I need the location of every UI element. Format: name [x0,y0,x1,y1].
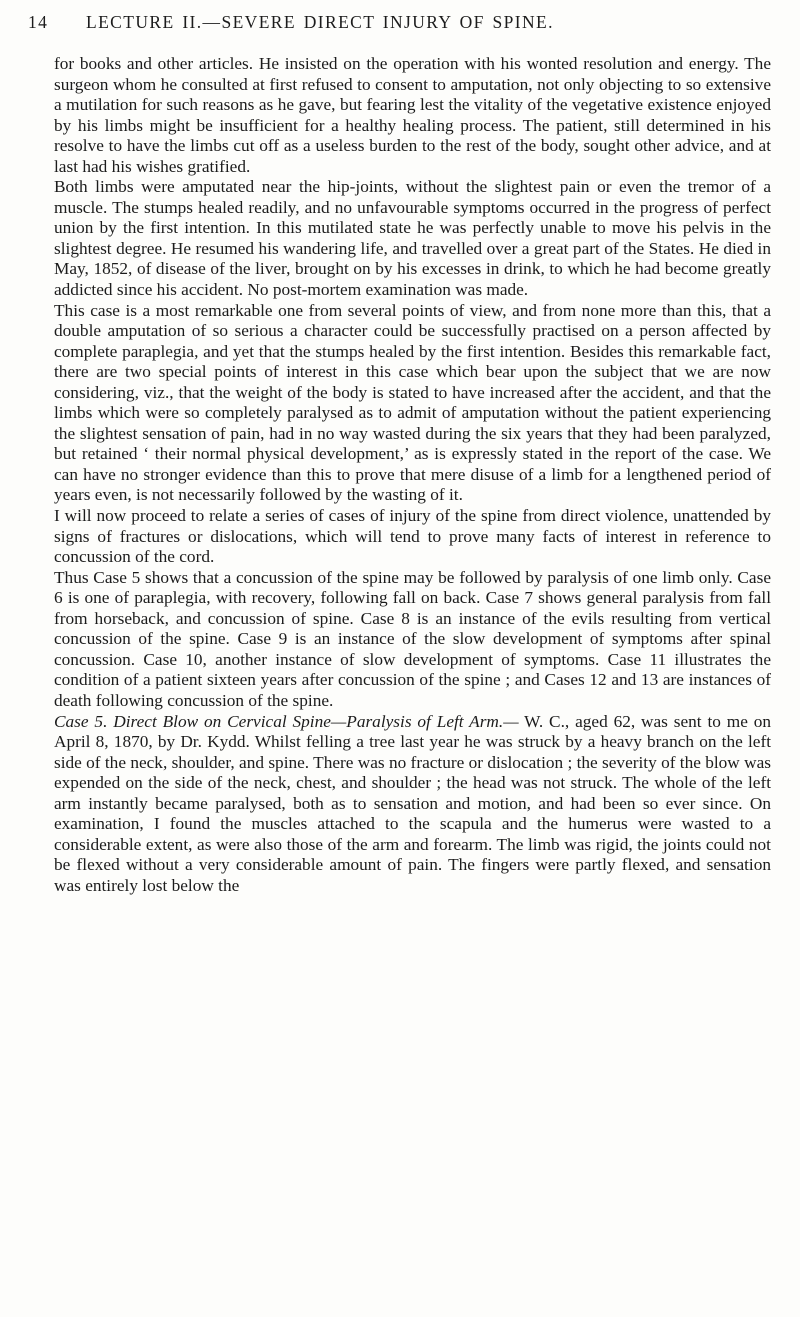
paragraph: I will now proceed to relate a series of cases of injury of the spine from direct violence, unattended by signs of fractures or dislocations, which will tend to prove many facts of interest in reference to concussion of the cord. [54,506,771,567]
paragraph: Both limbs were amputated near the hip-joints, without the slightest pain or even the tremor of a muscle. The stumps healed readily, and no unfavourable symptoms occurred in the progress of perfect union by the first intention. In this mutilated state he was perfectly unable to move his pelvis in the slightest degree. He resumed his wandering life, and travelled over a great part of the States. He died in May, 1852, of disease of the liver, brought on by his excesses in drink, to which he had become greatly addicted since his accident. No post-mortem examination was made. [54,177,771,300]
paragraph: Thus Case 5 shows that a concussion of the spine may be followed by paralysis of one limb only. Case 6 is one of paraplegia, with recovery, following fall on back. Case 7 shows general paralysis from fall from horseback, and concussion of spine. Case 8 is an instance of the evils resulting from vertical concussion of the spine. Case 9 is an instance of the slow development of symptoms after spinal concussion. Case 10, another instance of slow development of symptoms. Case 11 illustrates the condition of a patient sixteen years after concussion of the spine ; and Cases 12 and 13 are instances of death following concussion of the spine. [54,567,771,710]
running-header [28,8,768,38]
case-5-paragraph [54,712,771,897]
running-title: LECTURE II.—SEVERE DIRECT INJURY OF SPINE. [86,12,554,32]
paragraph: for books and other articles. He insisted on the operation with his wonted resolution and energy. The surgeon whom he consulted at first refused to consent to amputation, not only objecting to so extensive a mutilation for such reasons as he gave, but fearing lest the vitality of the vegetative existence enjoyed by his limbs might be insufficient for a healthy healing process. The patient, still determined in his resolve to have the limbs cut off as a useless burden to the rest of the body, sought other advice, and at last had his wishes gratified. [54,54,771,176]
paragraph: This case is a most remarkable one from several points of view, and from none more than this, that a double amputation of so serious a character could be successfully practised on a person affected by complete paraplegia, and yet that the stumps healed by the first intention. Besides this remarkable fact, there are two special points of interest in this case which bear upon the subject that we are now considering, viz., that the weight of the body is stated to have increased after the accident, and that the limbs which were so completely paralysed as to admit of amputation without the patient experiencing the slightest sensation of pain, had in no way wasted during the six years that they had been paralyzed, but retained ‘ their normal physical development,’ as is expressly stated in the report of the case. We can have no stronger evidence than this to prove that mere disuse of a limb for a lengthened period of years even, is not necessarily followed by the wasting of it. [54,300,771,505]
case-5-title: Case 5. Direct Blow on Cervical Spine—Paralysis of Left Arm.— [54,711,519,731]
page-number: 14 [28,12,49,32]
case-5-text: W. C., aged 62, was sent to me on April 8, 1870, by Dr. Kydd. Whilst felling a tree last year he was struck by a heavy branch on the left side of the neck, shoulder, and spine. There was no fracture or dislocation ; the severity of the blow was expended on the side of the neck, chest, and shoulder ; the head was not struck. The whole of the left arm instantly became paralysed, both as to sensation and motion, and had been so ever since. On examination, I found the muscles attached to the scapula and the humerus were wasted to a considerable extent, as were also those of the arm and forearm. The limb was rigid, the joints could not be flexed without a very considerable amount of pain. The fingers were partly flexed, and sensation was entirely lost below the [54,711,772,895]
body-text [54,54,771,896]
